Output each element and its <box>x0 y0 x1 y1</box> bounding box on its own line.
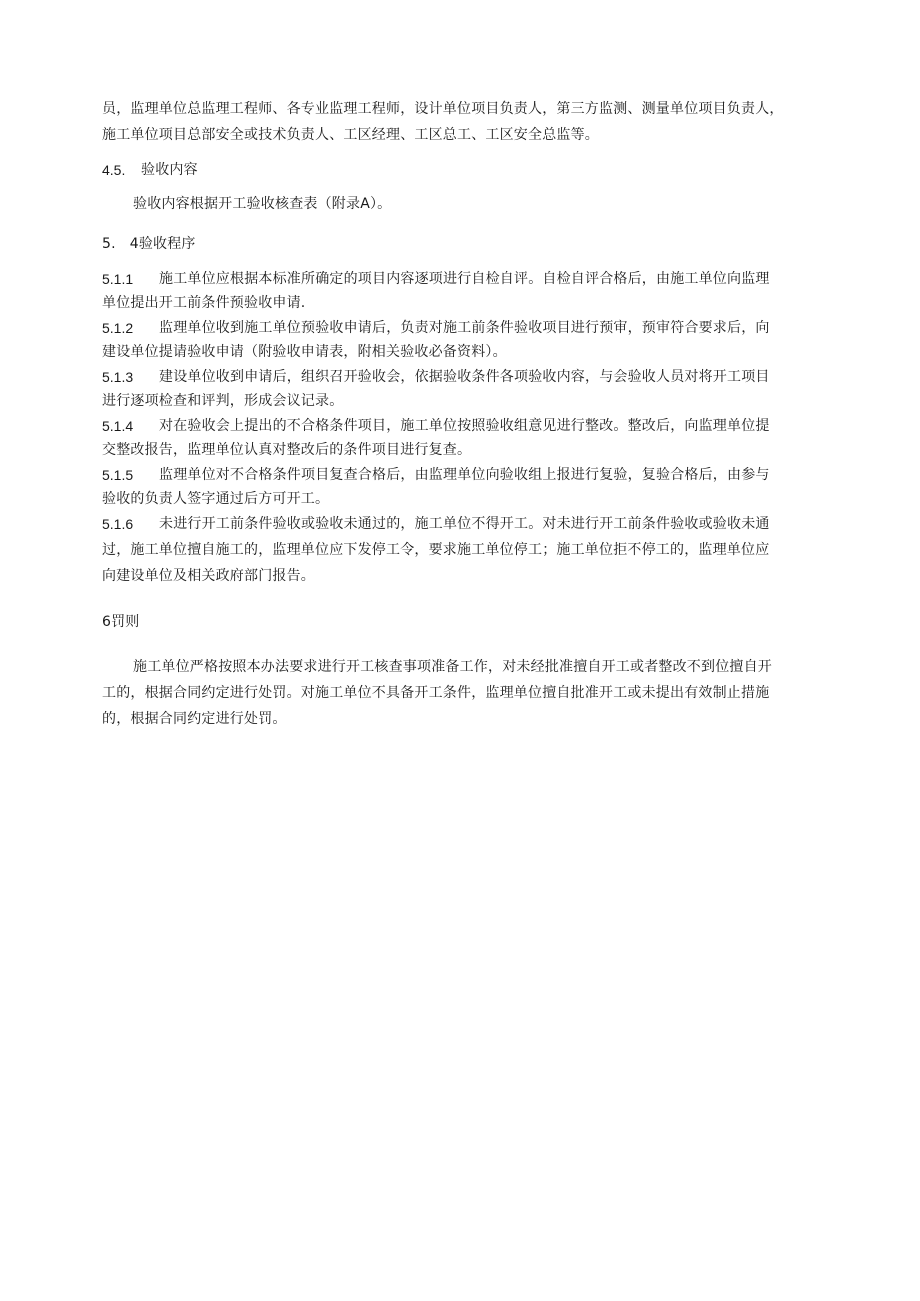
item-line: 对在验收会上提出的不合格条件项目，施工单位按照验收组意见进行整改。整改后，向监理单位提 <box>159 418 770 434</box>
item-number: 5.1.6 <box>102 516 134 532</box>
section-6-line-1: 施工单位严格按照本办法要求进行开工核查事项准备工作，对未经批准擅自开工或者整改不到位擅自开 <box>133 659 772 675</box>
item-line: 向建设单位及相关政府部门报告。 <box>102 568 315 584</box>
section-4-5-title: 验收内容 <box>141 162 198 178</box>
item-line: 过，施工单位擅自施工的，监理单位应下发停工令，要求施工单位停工；施工单位拒不停工的，监理单位应 <box>102 542 770 558</box>
item-number: 5.1.2 <box>102 320 134 336</box>
item-line: 监理单位收到施工单位预验收申请后，负责对施工前条件验收项目进行预审，预审符合要求后，向 <box>159 320 770 336</box>
item-number: 5.1.4 <box>102 418 134 434</box>
section-6-line-2: 工的，根据合同约定进行处罚。对施工单位不具备开工条件，监理单位擅自批准开工或未提出有效制止措施 <box>102 685 770 701</box>
item-number: 5.1.3 <box>102 369 134 385</box>
section-6-heading: 6罚则 <box>102 614 140 630</box>
item-number: 5.1.1 <box>102 271 134 287</box>
intro-line-2: 施工单位项目总部安全或技术负责人、工区经理、工区总工、工区安全总监等。 <box>102 127 599 143</box>
section-5-4-heading: 5. 4验收程序 <box>102 236 196 252</box>
item-line: 进行逐项检查和评判，形成会议记录。 <box>102 393 344 409</box>
section-4-5-number: 4.5. <box>102 162 126 178</box>
item-line: 建设单位提请验收申请（附验收申请表，附相关验收必备资料）。 <box>102 344 507 360</box>
item-number: 5.1.5 <box>102 467 134 483</box>
item-line: 施工单位应根据本标准所确定的项目内容逐项进行自检自评。自检自评合格后，由施工单位向监理 <box>159 271 770 287</box>
item-line: 建设单位收到申请后，组织召开验收会，依据验收条件各项验收内容，与会验收人员对将开工项目 <box>159 369 770 385</box>
section-4-5-body: 验收内容根据开工验收核查表（附录A）。 <box>133 196 392 212</box>
item-line: 验收的负责人签字通过后方可开工。 <box>102 491 330 507</box>
item-line: 未进行开工前条件验收或验收未通过的，施工单位不得开工。对未进行开工前条件验收或验收未通 <box>159 516 770 532</box>
item-line: 交整改报告，监理单位认真对整改后的条件项目进行复查。 <box>102 442 472 458</box>
section-6-line-3: 的，根据合同约定进行处罚。 <box>102 711 287 727</box>
item-line: 单位提出开工前条件预验收申请. <box>102 295 306 311</box>
item-line: 监理单位对不合格条件项目复查合格后，由监理单位向验收组上报进行复验，复验合格后，由参与 <box>159 467 770 483</box>
intro-line-1: 员，监理单位总监理工程师、各专业监理工程师，设计单位项目负责人，第三方监测、测量单位项目负责人， <box>102 101 784 117</box>
